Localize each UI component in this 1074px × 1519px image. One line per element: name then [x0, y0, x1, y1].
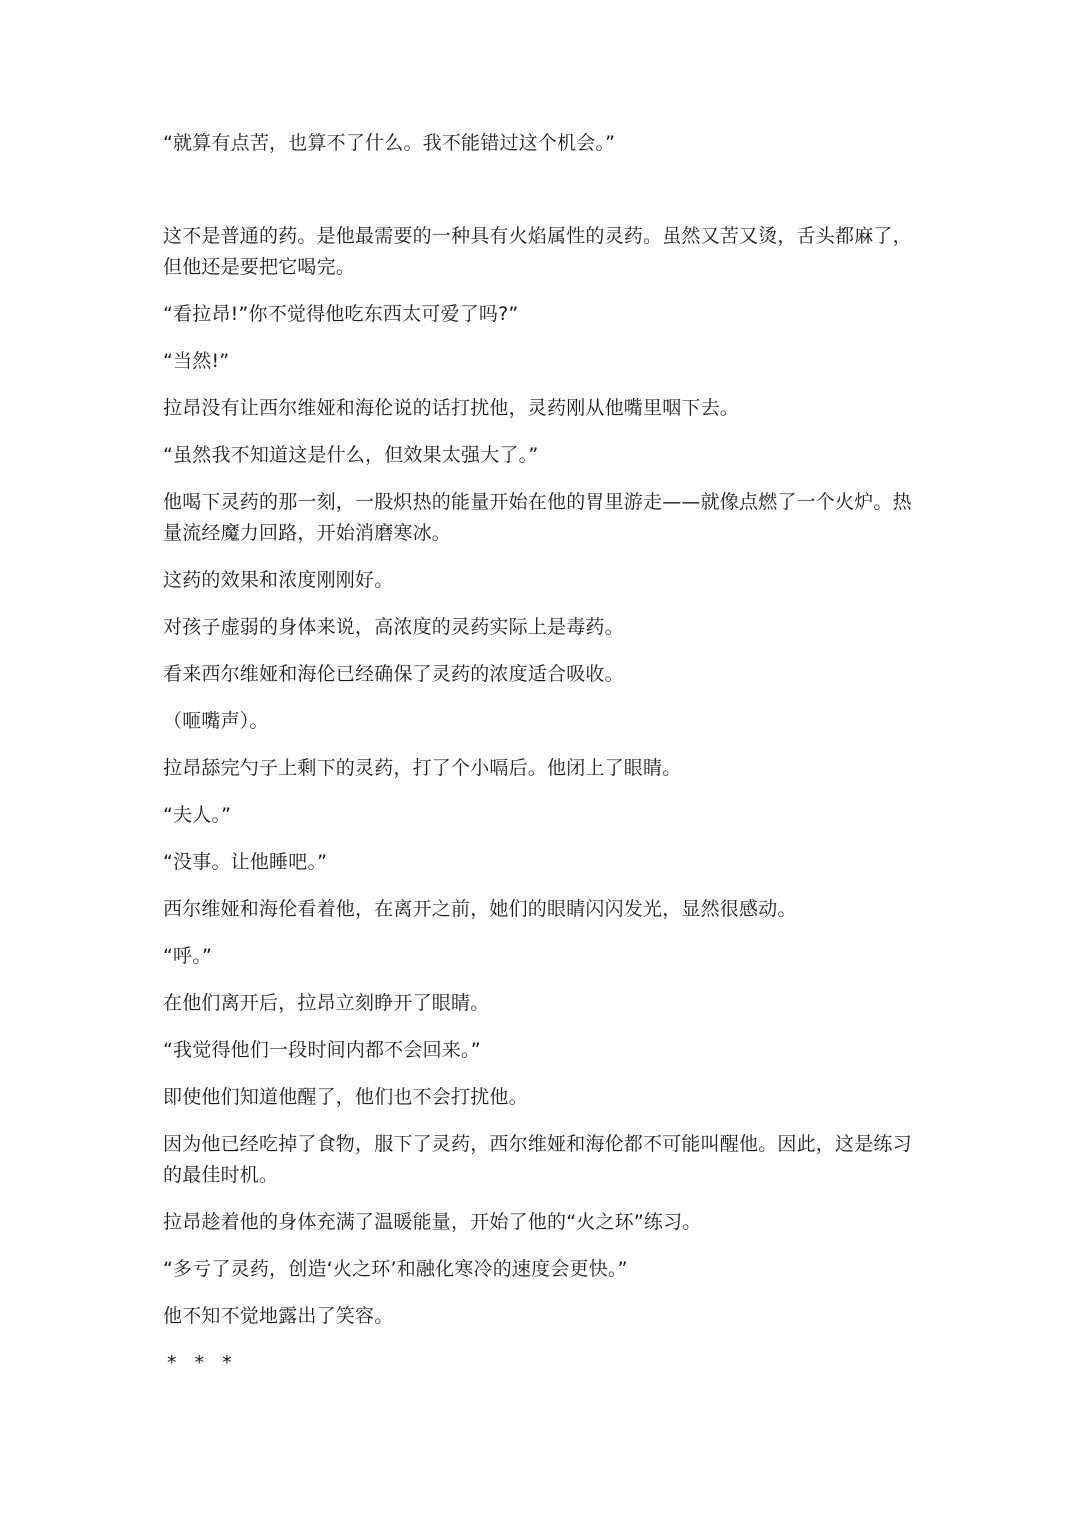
paragraph: 拉昂舔完勺子上剩下的灵药，打了个小嗝后。他闭上了眼睛。	[163, 757, 682, 779]
paragraph: “呼。”	[163, 945, 212, 967]
paragraph: 拉昂没有让西尔维娅和海伦说的话打扰他，灵药刚从他嘴里咽下去。	[163, 397, 740, 419]
paragraph: “夫人。”	[163, 804, 232, 826]
paragraph: 因为他已经吃掉了食物，服下了灵药，西尔维娅和海伦都不可能叫醒他。因此，这是练习的最佳时机。	[163, 1133, 912, 1186]
section-break: * * *	[167, 1352, 238, 1374]
paragraph: “就算有点苦，也算不了什么。我不能错过这个机会。”	[163, 132, 616, 154]
paragraph: 拉昂趁着他的身体充满了温暖能量，开始了他的“火之环”练习。	[163, 1211, 702, 1233]
paragraph: “多亏了灵药，创造‘火之环’和融化寒冷的速度会更快。”	[163, 1258, 628, 1280]
document-body	[163, 128, 923, 1395]
paragraph: 在他们离开后，拉昂立刻睁开了眼睛。	[163, 992, 490, 1014]
paragraph: 看来西尔维娅和海伦已经确保了灵药的浓度适合吸收。	[163, 663, 624, 685]
paragraph: “看拉昂!”你不觉得他吃东西太可爱了吗?”	[163, 303, 519, 325]
paragraph: 他喝下灵药的那一刻，一股炽热的能量开始在他的胃里游走——就像点燃了一个火炉。热量流经魔力回路，开始消磨寒冰。	[163, 491, 912, 544]
paragraph: “没事。让他睡吧。”	[163, 851, 328, 873]
paragraph: “我觉得他们一段时间内都不会回来。”	[163, 1039, 481, 1061]
paragraph: 即使他们知道他醒了，他们也不会打扰他。	[163, 1086, 528, 1108]
paragraph: 他不知不觉地露出了笑容。	[163, 1305, 394, 1327]
paragraph: “虽然我不知道这是什么，但效果太强大了。”	[163, 444, 539, 466]
paragraph: 对孩子虚弱的身体来说，高浓度的灵药实际上是毒药。	[163, 616, 624, 638]
paragraph: 这不是普通的药。是他最需要的一种具有火焰属性的灵药。虽然又苦又烫，舌头都麻了，但他还是要把它喝完。	[163, 225, 912, 278]
paragraph: “当然!”	[163, 350, 230, 372]
paragraph: （咂嘴声）。	[163, 710, 269, 732]
paragraph: 西尔维娅和海伦看着他，在离开之前，她们的眼睛闪闪发光，显然很感动。	[163, 898, 797, 920]
paragraph: 这药的效果和浓度刚刚好。	[163, 569, 394, 591]
